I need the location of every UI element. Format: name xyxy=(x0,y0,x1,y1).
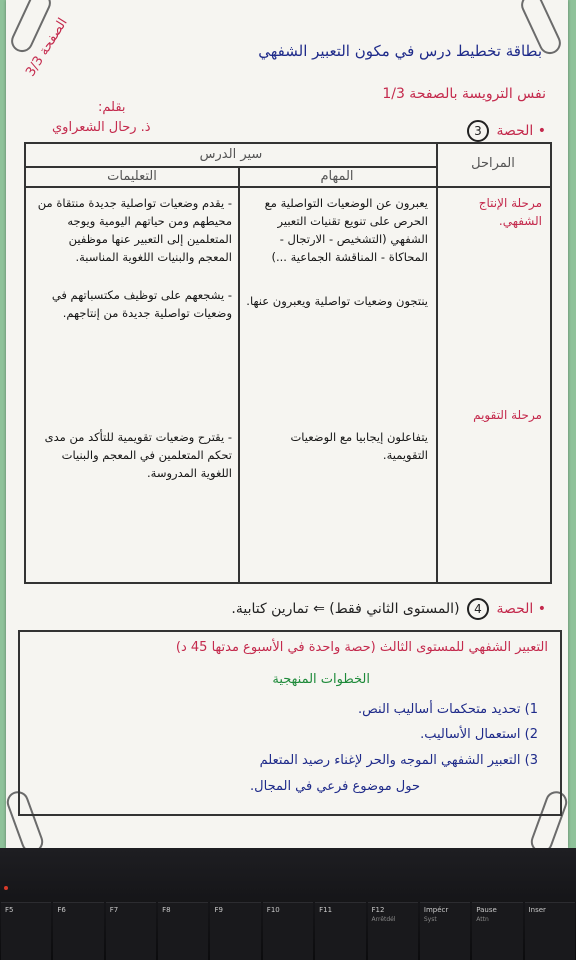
column-divider xyxy=(436,144,438,582)
phase-production: مرحلة الإنتاج الشفهي. xyxy=(478,196,542,228)
session-4-note: (المستوى الثاني فقط) ⇐ تمارين كتابية. xyxy=(231,601,460,617)
key-pause[interactable]: Pause Attn xyxy=(472,902,522,960)
session-3-label: الحصة xyxy=(496,123,534,139)
instructions-evaluation xyxy=(34,428,232,488)
author-name: ذ. رحال الشعراوي xyxy=(52,120,151,135)
instruction-item: - يقدم وضعيات تواصلية جديدة منتقاة من محيطهم ومن حياتهم اليومية ويوجه المتعلمين إلى التعبير عنها موظفين المعجم والبنيات اللغوية المناسبة. xyxy=(37,196,232,264)
laptop-keyboard xyxy=(0,848,576,960)
step-item: 3) التعبير الشفهي الموجه والحر لإغناء رصيد المتعلم xyxy=(259,753,538,768)
tasks-production xyxy=(246,194,428,316)
session-4-number: 4 xyxy=(467,598,489,620)
page-title: بطاقة تخطيط درس في مكون التعبير الشفهي xyxy=(258,42,542,60)
bullet-icon: • xyxy=(537,123,546,139)
lesson-table xyxy=(24,142,552,584)
phases-header: المراحل xyxy=(471,156,515,171)
key-f12[interactable]: F12 Arrêtdél xyxy=(368,902,418,960)
phase-evaluation: مرحلة التقويم xyxy=(473,408,542,422)
bullet-icon: • xyxy=(537,601,546,617)
session-3-heading xyxy=(464,120,546,142)
step-item-continuation: حول موضوع فرعي في المجال. xyxy=(250,779,420,794)
progress-header: سير الدرس xyxy=(199,147,263,162)
row-divider xyxy=(26,186,550,188)
document-sheet xyxy=(6,0,568,848)
session-3-number: 3 xyxy=(467,120,489,142)
indicator-led xyxy=(4,886,8,890)
step-item: 2) استعمال الأساليب. xyxy=(420,727,538,742)
instructions-production xyxy=(34,194,232,328)
session-4-label: الحصة xyxy=(496,601,534,617)
task-item: يتفاعلون إيجابيا مع الوضعيات التقويمية. xyxy=(290,430,428,462)
tasks-header: المهام xyxy=(320,169,354,184)
level-3-box xyxy=(18,630,562,816)
key-insert[interactable]: Inser xyxy=(525,902,575,960)
tasks-evaluation xyxy=(246,428,428,470)
function-key-row xyxy=(0,902,576,960)
key-f6[interactable]: F6 xyxy=(53,902,103,960)
row-divider xyxy=(26,166,436,168)
key-f7[interactable]: F7 xyxy=(106,902,156,960)
page-number-mark: الصفحة 3/3 xyxy=(23,15,71,80)
key-f5[interactable]: F5 xyxy=(1,902,51,960)
author-label: بقلم: xyxy=(98,100,126,115)
key-f8[interactable]: F8 xyxy=(158,902,208,960)
box-heading: التعبير الشفهي للمستوى الثالث (حصة واحدة في الأسبوع مدتها 45 د) xyxy=(175,640,548,655)
instruction-item: - يشجعهم على توظيف مكتسباتهم في وضعيات تواصلية جديدة من إنتاجهم. xyxy=(51,288,232,320)
step-item: 1) تحديد متحكمات أساليب النص. xyxy=(358,702,538,717)
box-subheading: الخطوات المنهجية xyxy=(272,672,370,687)
page-subtitle: نفس الترويسة بالصفحة 1/3 xyxy=(382,86,546,102)
key-f9[interactable]: F9 xyxy=(210,902,260,960)
instructions-header: التعليمات xyxy=(107,169,157,184)
key-print-screen[interactable]: Impécr Syst xyxy=(420,902,470,960)
session-4-heading xyxy=(231,598,546,620)
instruction-item: - يقترح وضعيات تقويمية للتأكد من مدى تحكم المتعلمين في المعجم والبنيات اللغوية المدروسة. xyxy=(44,430,232,480)
task-item: ينتجون وضعيات تواصلية ويعبرون عنها. xyxy=(246,294,428,308)
key-f11[interactable]: F11 xyxy=(315,902,365,960)
column-divider xyxy=(238,166,240,582)
key-f10[interactable]: F10 xyxy=(263,902,313,960)
task-item: يعبرون عن الوضعيات التواصلية مع الحرص على تنويع تقنيات التعبير الشفهي (التشخيص - الارتجال - المحاكاة - المناقشة الجماعية ...) xyxy=(264,196,428,264)
